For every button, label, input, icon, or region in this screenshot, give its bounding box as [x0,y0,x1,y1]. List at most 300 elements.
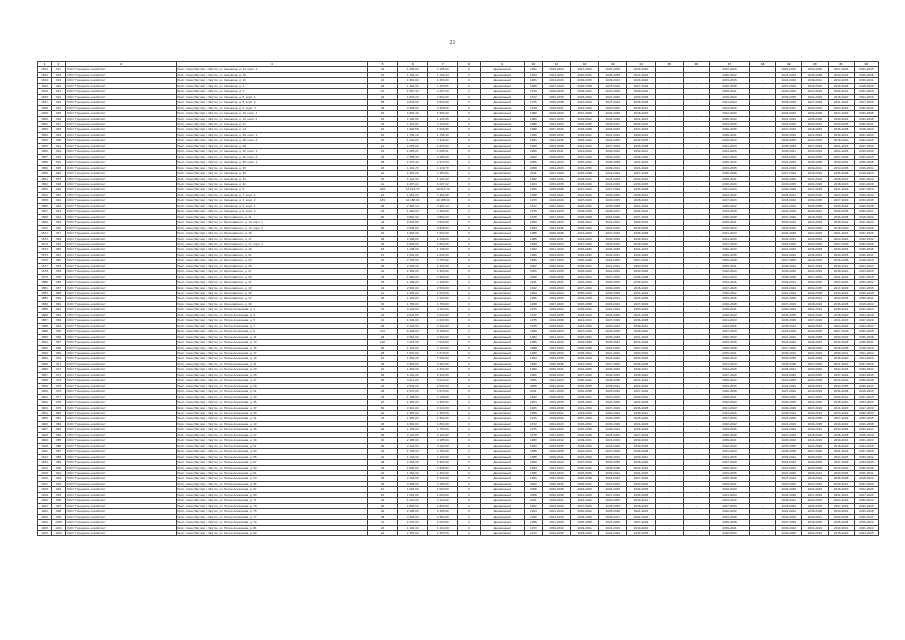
table-cell: 2024-2026 [542,296,570,301]
table-cell: 2030-2032 [709,291,749,296]
table-cell: 48 [367,361,397,366]
table-cell: 2036-2038 [599,465,627,470]
table-cell: 2021-2023 [627,160,655,165]
table-cell: 2024-2026 [627,121,655,126]
table-cell: 2005 [524,487,542,492]
table-cell: 2021-2023 [627,291,655,296]
table-cell: Респ. Саха (Якутия) г. Якутск, ул. Кальвица, д. 12 [176,121,367,126]
table-cell: 2030-2032 [776,307,802,312]
table-cell: - [750,361,776,366]
table-cell: 2033-2035 [571,165,599,170]
table-cell: 1962 [524,394,542,399]
table-cell: 1 007,22 [398,181,428,186]
table-cell: 0 [458,334,480,339]
table-cell: 2033-2035 [627,443,655,448]
table-cell: Деревянный [480,520,524,525]
table-cell: - [750,83,776,88]
table-cell: 76 [367,307,397,312]
table-cell: 2027-2029 [854,492,878,497]
table-cell: 2021-2023 [627,116,655,121]
table-cell: 1 003,00 [398,291,428,296]
table-cell: 0 [458,416,480,421]
table-cell: ООО "Городское хозяйство" [66,454,177,459]
table-cell: 2033-2035 [802,241,828,246]
table-cell: - [655,465,683,470]
table-cell: 2030-2032 [776,263,802,268]
table-cell: Респ. Саха (Якутия) г. Якутск, ул. Петра Алексеева, д. 69 [176,492,367,497]
table-cell: 0 [458,258,480,263]
table-cell: 2024-2026 [828,454,854,459]
table-cell: 2024-2026 [709,105,749,110]
table-cell: 1 354,00 [428,400,458,405]
table-cell: 2021-2023 [802,438,828,443]
table-cell: 2036-2038 [854,421,878,426]
table-cell: 51 [367,258,397,263]
table-cell: 2021-2023 [828,318,854,323]
table-cell: 2027-2029 [571,460,599,465]
table-cell: Респ. Саха (Якутия) г. Якутск, ул. Кальвица, д. 7 [176,89,367,94]
table-cell: - [750,443,776,448]
table-cell: 1 095,21 [428,149,458,154]
table-cell: Респ. Саха (Якутия) г. Якутск, ул. Петра Алексеева, д. 45 [176,427,367,432]
table-cell: 1990 [524,241,542,246]
table-cell: ООО "Городское хозяйство" [66,94,177,99]
table-cell: - [750,94,776,99]
table-cell: ООО "Городское хозяйство" [66,203,177,208]
table-cell: 2 843,00 [398,100,428,105]
table-cell: - [655,100,683,105]
table-cell: 957 [52,285,66,290]
table-cell: 0 [458,498,480,503]
table-cell: 917 [52,67,66,72]
table-cell: 1542 [38,72,52,77]
table-cell: 2036-2038 [854,72,878,77]
table-cell: 0 [458,465,480,470]
table-cell: 1 960,00 [428,274,458,279]
table-cell: 2036-2038 [709,127,749,132]
table-cell: 0 [458,383,480,388]
table-cell: 2018-2020 [709,94,749,99]
table-cell: Респ. Саха (Якутия) г. Якутск, ул. Кальвица, д. 6, корп. 3 [176,105,367,110]
table-cell: 2005 [524,378,542,383]
table-cell: 2030-2032 [802,105,828,110]
table-cell: Деревянный [480,438,524,443]
table-cell: 2036-2038 [599,247,627,252]
table-cell: 1993 [524,138,542,143]
table-cell: 946 [52,225,66,230]
table-cell: 2024-2026 [571,192,599,197]
table-cell: 2030-2032 [802,280,828,285]
table-cell: 941 [52,198,66,203]
table-cell: 1578 [38,269,52,274]
table-cell: 2024-2026 [599,225,627,230]
table-cell: Респ. Саха (Якутия) г. Якутск, ул. Ярославского, д. 35 [176,291,367,296]
table-cell: 1 184,06 [398,83,428,88]
table-cell: ООО "Городское хозяйство" [66,160,177,165]
table-cell: ООО "Городское хозяйство" [66,143,177,148]
table-cell: 954 [52,269,66,274]
table-cell: 3 410,00 [398,405,428,410]
table-cell: 2033-2035 [599,329,627,334]
column-header: 2 [52,62,66,67]
table-cell: 978 [52,400,66,405]
table-cell: 2027-2029 [571,285,599,290]
table-cell: 2039-2041 [627,280,655,285]
table-cell: 1613 [38,460,52,465]
table-cell: 1576 [38,258,52,263]
table-cell: ООО "Городское хозяйство" [66,383,177,388]
table-cell: 2018-2020 [542,111,570,116]
table-cell: - [683,121,709,126]
table-cell: Респ. Саха (Якутия) г. Якутск, ул. Петра Алексеева, д. 81 [176,525,367,530]
table-cell: 2024-2026 [854,356,878,361]
table-cell: 1 354,00 [398,269,428,274]
table-cell: Деревянный [480,269,524,274]
table-cell: 2018-2020 [599,83,627,88]
table-cell: ООО "Городское хозяйство" [66,171,177,176]
table-cell: 2018-2020 [542,329,570,334]
table-cell: Деревянный [480,203,524,208]
table-cell: - [750,105,776,110]
table-cell: ООО "Городское хозяйство" [66,252,177,257]
table-cell: 1551 [38,121,52,126]
table-cell: 2 185,30 [398,154,428,159]
table-cell: 4 102,00 [398,307,428,312]
table-cell: 1 210,00 [398,498,428,503]
table-cell: 2 534,00 [428,383,458,388]
table-cell: 2024-2026 [627,78,655,83]
table-cell: 2030-2032 [828,160,854,165]
table-cell: 2039-2041 [854,383,878,388]
table-cell: - [683,487,709,492]
table-cell: - [750,323,776,328]
table-cell: 2027-2029 [854,143,878,148]
table-cell: 1593 [38,351,52,356]
table-cell: - [750,269,776,274]
table-cell: - [750,209,776,214]
table-cell: 984 [52,432,66,437]
table-cell: 2033-2035 [542,138,570,143]
table-cell: ООО "Городское хозяйство" [66,165,177,170]
table-cell: 1 354,00 [398,367,428,372]
table-cell: Респ. Саха (Якутия) г. Якутск, ул. Петра Алексеева, д. 1 [176,307,367,312]
table-cell: - [655,83,683,88]
table-cell: 1589 [38,329,52,334]
table-cell: Деревянный [480,116,524,121]
table-cell: ООО "Городское хозяйство" [66,449,177,454]
table-cell: 962 [52,312,66,317]
table-cell: - [683,525,709,530]
table-cell: 16 [367,89,397,94]
table-cell: 2024-2026 [854,269,878,274]
table-cell: 26 [367,83,397,88]
column-header: 18 [750,62,776,67]
table-cell: 24 [367,192,397,197]
table-cell: 1 354,00 [398,78,428,83]
table-cell: - [750,263,776,268]
table-cell: - [655,329,683,334]
table-cell: 2030-2032 [854,105,878,110]
table-cell: 932 [52,149,66,154]
column-header: 10 [524,62,542,67]
table-cell: 0 [458,514,480,519]
table-cell: Деревянный [480,389,524,394]
table-cell: 2024-2026 [599,269,627,274]
table-cell: 1 340,20 [428,138,458,143]
table-cell: 18 [367,247,397,252]
table-cell: - [683,301,709,306]
table-cell: 2018-2020 [802,127,828,132]
table-cell: 2030-2032 [571,116,599,121]
table-cell: 2024-2026 [571,105,599,110]
table-cell: 2 364,00 [428,334,458,339]
table-cell: 1 300,00 [428,209,458,214]
table-cell: 0 [458,280,480,285]
table-cell: 20 [367,296,397,301]
table-cell: 32 [367,427,397,432]
table-cell: 24 [367,411,397,416]
table-cell: 2021-2023 [542,160,570,165]
table-cell: 2030-2032 [542,351,570,356]
table-cell: 2036-2038 [854,334,878,339]
table-cell: ООО "Городское хозяйство" [66,225,177,230]
table-cell: 2039-2041 [599,383,627,388]
table-cell: 2024-2026 [599,94,627,99]
table-cell: 2033-2035 [627,312,655,317]
table-cell: 1978 [524,214,542,219]
table-cell: - [655,416,683,421]
table-cell: - [655,454,683,459]
table-cell: 1612 [38,454,52,459]
table-cell: 1 906,00 [428,465,458,470]
table-cell: 2011 [524,280,542,285]
table-cell: 2018-2020 [627,329,655,334]
table-cell: Деревянный [480,154,524,159]
table-cell: 2030-2032 [854,323,878,328]
table-cell: 2036-2038 [627,449,655,454]
table-cell: 2027-2029 [709,67,749,72]
table-cell: 2033-2035 [571,514,599,519]
table-cell: Респ. Саха (Якутия) г. Якутск, ул. Петра Алексеева, д. 15 [176,345,367,350]
table-cell: 2030-2032 [709,72,749,77]
table-cell: 2030-2032 [802,323,828,328]
table-cell: 2027-2029 [709,154,749,159]
table-cell: 2039-2041 [802,209,828,214]
table-cell: Деревянный [480,503,524,508]
table-cell: 2036-2038 [828,258,854,263]
table-cell: 1624 [38,520,52,525]
table-cell: 0 [458,367,480,372]
table-cell: 2036-2038 [802,116,828,121]
table-cell: 934 [52,160,66,165]
table-cell: - [683,263,709,268]
table-cell: 0 [458,116,480,121]
table-cell: 2018-2020 [854,258,878,263]
table-cell: 973 [52,372,66,377]
table-cell: 1570 [38,225,52,230]
table-cell: 1609 [38,438,52,443]
table-cell: Деревянный [480,121,524,126]
table-cell: 2 364,00 [398,460,428,465]
table-cell: - [750,127,776,132]
table-cell: ООО "Городское хозяйство" [66,361,177,366]
table-cell: 1 766,10 [398,132,428,137]
table-cell: 20 [367,176,397,181]
table-cell: 1 108,00 [428,247,458,252]
table-cell: 1 185,90 [428,67,458,72]
table-cell: 2024-2026 [776,296,802,301]
table-cell: Респ. Саха (Якутия) г. Якутск, ул. Кальвица, д. 10, корп. 2 [176,116,367,121]
table-cell: 1575 [38,252,52,257]
table-cell: 1 054,00 [398,231,428,236]
table-cell: - [683,438,709,443]
table-cell: 0 [458,492,480,497]
table-cell: 2024-2026 [828,411,854,416]
table-cell: - [750,203,776,208]
table-cell: 2033-2035 [542,443,570,448]
table-cell: 2024-2026 [854,530,878,535]
table-cell: 2036-2038 [599,116,627,121]
table-cell: 7 015,00 [428,340,458,345]
table-cell: ООО "Городское хозяйство" [66,72,177,77]
table-cell: 0 [458,351,480,356]
table-cell: 2021-2023 [709,143,749,148]
table-cell: Деревянный [480,231,524,236]
table-cell: 2039-2041 [542,367,570,372]
table-cell: - [655,263,683,268]
table-cell: - [683,258,709,263]
table-cell: 2030-2032 [571,291,599,296]
table-cell: ООО "Городское хозяйство" [66,192,177,197]
table-cell: 2027-2029 [802,492,828,497]
table-cell: 2 534,00 [428,312,458,317]
table-cell: Респ. Саха (Якутия) г. Якутск, ул. Петра Алексеева, д. 61 [176,470,367,475]
table-cell: - [683,356,709,361]
table-cell: - [750,394,776,399]
table-cell: - [750,181,776,186]
table-cell: ООО "Городское хозяйство" [66,340,177,345]
table-cell: 2039-2041 [599,165,627,170]
table-cell: 1563 [38,187,52,192]
table-cell: 2018-2020 [776,416,802,421]
table-cell: 1999 [524,367,542,372]
table-cell: 2 364,14 [428,203,458,208]
table-cell: 2024-2026 [599,181,627,186]
table-cell: 16 [367,72,397,77]
table-cell: 1988 [524,236,542,241]
table-cell: - [655,258,683,263]
table-cell: - [655,520,683,525]
table-cell: 2033-2035 [542,269,570,274]
table-cell: 2018-2020 [627,111,655,116]
table-cell: 2033-2035 [802,416,828,421]
table-cell: 2039-2041 [627,367,655,372]
table-cell: - [750,274,776,279]
table-cell: 24 [367,416,397,421]
table-cell: 2024-2026 [776,340,802,345]
table-cell: - [750,301,776,306]
table-cell: 1988 [524,454,542,459]
table-cell: - [683,454,709,459]
table-cell: 1604 [38,411,52,416]
table-cell: 2030-2032 [854,411,878,416]
table-cell: 2033-2035 [571,78,599,83]
table-cell: 2024-2026 [776,252,802,257]
table-cell: 2027-2029 [854,274,878,279]
table-cell: 2024-2026 [542,165,570,170]
table-cell: 2008 [524,383,542,388]
table-cell: 955 [52,274,66,279]
table-cell: ООО "Городское хозяйство" [66,127,177,132]
table-cell: 2033-2035 [709,340,749,345]
table-cell: 2024-2026 [627,427,655,432]
table-cell: 2030-2032 [854,192,878,197]
table-cell: 2021-2023 [776,378,802,383]
table-cell: - [683,427,709,432]
table-row [38,530,879,535]
table-cell: - [683,498,709,503]
table-cell: 2024-2026 [854,138,878,143]
table-cell: 1990 [524,132,542,137]
table-cell: 1 003,00 [428,520,458,525]
table-cell: 2036-2038 [571,432,599,437]
table-cell: 1621 [38,503,52,508]
table-cell: 5 102,00 [428,372,458,377]
table-cell: 28 [367,351,397,356]
table-cell: Респ. Саха (Якутия) г. Якутск, ул. Ярославского, д. 39 [176,301,367,306]
table-cell: 16 014,70 [428,187,458,192]
table-cell: 2036-2038 [627,318,655,323]
table-cell: 2 398,66 [428,105,458,110]
table-cell: 935 [52,165,66,170]
table-cell: 24 [367,78,397,83]
table-cell: 2039-2041 [542,236,570,241]
table-cell: 1 003,00 [428,487,458,492]
table-cell: 36 [367,443,397,448]
table-cell: 2002 [524,481,542,486]
page-number: 21 [449,40,456,46]
table-cell: 2 102,00 [428,263,458,268]
table-cell: Респ. Саха (Якутия) г. Якутск, ул. Петра Алексеева, д. 53 [176,449,367,454]
table-cell: 2024-2026 [828,323,854,328]
table-cell: 2036-2038 [828,345,854,350]
table-cell: - [750,465,776,470]
table-cell: 2039-2041 [571,263,599,268]
table-cell: 2027-2029 [709,416,749,421]
table-cell: 0 [458,470,480,475]
table-cell: 2018-2020 [599,345,627,350]
table-cell: 2021-2023 [627,421,655,426]
table-cell: 2039-2041 [571,307,599,312]
table-cell: Деревянный [480,280,524,285]
table-cell: 2018-2020 [542,285,570,290]
table-cell: 2039-2041 [599,340,627,345]
table-cell: 2036-2038 [776,187,802,192]
table-cell: Респ. Саха (Якутия) г. Якутск, ул. Петра Алексеева, д. 67 [176,487,367,492]
table-cell: 1611 [38,449,52,454]
table-cell: 0 [458,372,480,377]
table-cell: 2039-2041 [599,514,627,519]
table-cell: - [655,449,683,454]
table-cell: 2024-2026 [571,454,599,459]
table-cell: - [750,307,776,312]
table-cell: Деревянный [480,149,524,154]
table-cell: 1962 [524,176,542,181]
table-cell: 12 [367,252,397,257]
table-cell: 2036-2038 [542,405,570,410]
table-cell: 1 570,00 [428,351,458,356]
table-cell: 2033-2035 [709,383,749,388]
